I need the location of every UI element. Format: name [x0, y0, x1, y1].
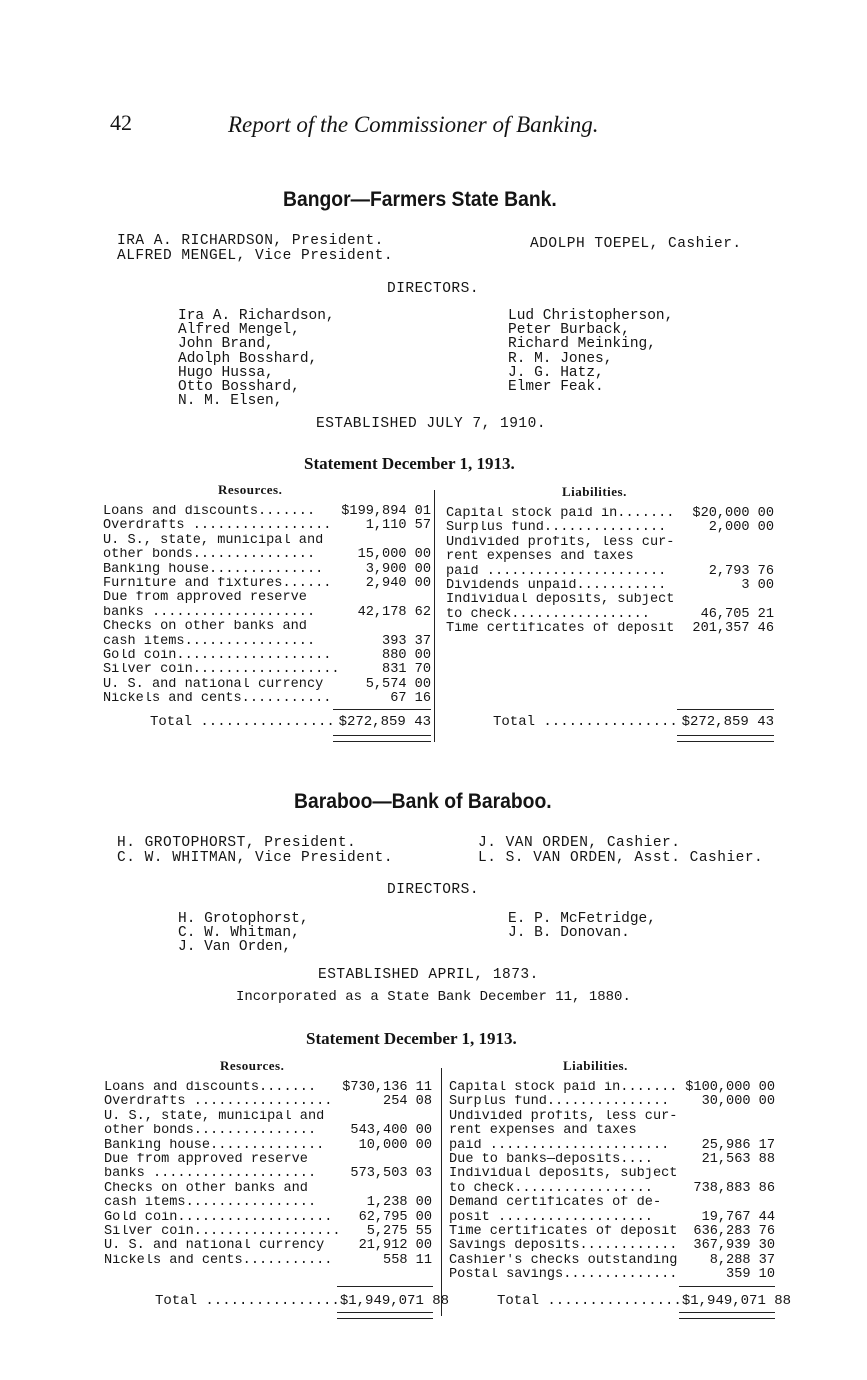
- resource-row: [104, 1081, 432, 1095]
- total-label: Total ................: [493, 714, 678, 730]
- item-value: 8,288 37: [709, 1252, 775, 1268]
- resource-row: [103, 635, 431, 649]
- director-name: Lud Christopherson,: [508, 308, 674, 324]
- resources-heading: Resources.: [220, 1058, 285, 1073]
- resource-row: [103, 548, 431, 562]
- director-name: J. B. Donovan.: [508, 925, 630, 942]
- item-label: Surplus fund...............: [449, 1095, 670, 1110]
- statement-heading: Statement December 1, 1913.: [306, 1029, 517, 1048]
- item-value: 5,574 00: [365, 676, 431, 692]
- director-name: Peter Burback,: [508, 322, 630, 339]
- item-label: Overdrafts .................: [103, 519, 332, 534]
- resource-row: [104, 1239, 432, 1253]
- running-title: Report of the Commissioner of Banking.: [228, 112, 599, 137]
- item-label: Gold coin...................: [103, 648, 332, 663]
- resource-row: [104, 1124, 432, 1138]
- liability-row: [449, 1139, 775, 1153]
- liability-row: [449, 1167, 775, 1181]
- established-line: ESTABLISHED APRIL, 1873.: [318, 967, 539, 983]
- resource-row: [103, 678, 431, 692]
- item-label: posit ...................: [449, 1210, 653, 1225]
- liability-row: [449, 1182, 775, 1196]
- officers-right: [478, 836, 763, 865]
- directors-heading: DIRECTORS.: [387, 882, 480, 898]
- resource-row: [103, 649, 431, 663]
- liabilities-list: [449, 1081, 775, 1282]
- item-value: [770, 536, 774, 550]
- item-value: 15,000 00: [357, 547, 431, 563]
- liability-row: [449, 1239, 775, 1253]
- directors-left: [178, 912, 309, 955]
- director-name: Ira A. Richardson,: [178, 308, 335, 324]
- resource-row: [104, 1167, 432, 1181]
- item-label: Individual deposits, subject: [449, 1167, 678, 1182]
- total-value: $272,859 43: [681, 714, 774, 730]
- item-value: $730,136 11: [342, 1080, 432, 1095]
- liability-row: [446, 593, 774, 607]
- item-value: [427, 534, 431, 548]
- officer-line: L. S. VAN ORDEN, Asst. Cashier.: [478, 849, 764, 866]
- item-label: banks ....................: [104, 1167, 317, 1182]
- resource-row: [103, 534, 431, 548]
- item-label: U. S. and national currency: [103, 677, 324, 692]
- item-value: 21,912 00: [358, 1238, 432, 1254]
- liability-row: [449, 1268, 775, 1282]
- total-label: Total ................: [497, 1293, 682, 1309]
- item-label: Individual deposits, subject: [446, 593, 675, 608]
- director-name: Adolph Bosshard,: [178, 350, 318, 367]
- officers-left: [117, 234, 393, 263]
- officer-line: ALFRED MENGEL, Vice President.: [117, 247, 394, 264]
- subtotal-rule: [679, 1286, 775, 1287]
- incorporated-line: Incorporated as a State Bank December 11, 1880.: [236, 989, 631, 1005]
- resource-row: [103, 620, 431, 634]
- item-value: $199,894 01: [341, 504, 431, 519]
- statement-heading: Statement December 1, 1913.: [304, 454, 515, 473]
- page-number: 42: [110, 110, 132, 135]
- item-label: Silver coin..................: [103, 663, 340, 678]
- item-value: 636,283 76: [693, 1223, 775, 1239]
- item-label: Undivided profits, less cur-: [446, 535, 675, 550]
- item-value: [771, 1124, 775, 1138]
- item-value: 67 16: [390, 691, 431, 707]
- item-value: [428, 1110, 432, 1124]
- bank-title: Baraboo—Bank of Baraboo.: [294, 790, 552, 813]
- liability-row: [449, 1196, 775, 1210]
- item-label: Due from approved reserve: [103, 591, 307, 606]
- item-value: 738,883 86: [693, 1180, 775, 1196]
- item-label: Time certificates of deposit: [446, 622, 675, 637]
- item-value: 558 11: [383, 1252, 432, 1268]
- item-value: 2,793 76: [708, 563, 774, 579]
- subtotal-rule: [337, 1286, 433, 1287]
- item-value: 1,238 00: [366, 1195, 432, 1211]
- director-name: C. W. Whitman,: [178, 925, 300, 942]
- item-label: other bonds...............: [104, 1124, 317, 1139]
- item-value: $20,000 00: [692, 506, 774, 521]
- liability-row: [446, 622, 774, 636]
- officer-line: J. VAN ORDEN, Cashier.: [478, 835, 681, 851]
- liability-row: [449, 1254, 775, 1268]
- item-label: Loans and discounts.......: [103, 505, 316, 519]
- officer-line: H. GROTOPHORST, President.: [117, 835, 357, 851]
- director-name: Hugo Hussa,: [178, 364, 274, 381]
- item-label: Overdrafts .................: [104, 1095, 333, 1110]
- resource-row: [103, 663, 431, 677]
- item-label: Undivided profits, less cur-: [449, 1109, 678, 1124]
- item-value: 831 70: [382, 662, 431, 678]
- item-value: 19,767 44: [701, 1209, 775, 1225]
- officers-right: [530, 236, 742, 252]
- liabilities-total-row: [493, 714, 774, 730]
- item-label: Furniture and fixtures......: [103, 576, 332, 591]
- item-label: U. S. and national currency: [104, 1239, 325, 1254]
- item-label: other bonds...............: [103, 548, 316, 563]
- item-label: Nickels and cents...........: [103, 692, 332, 707]
- liabilities-heading: Liabilities.: [563, 1058, 628, 1073]
- double-rule: [677, 735, 774, 742]
- item-value: 393 37: [382, 633, 431, 649]
- item-label: U. S., state, municipal and: [103, 533, 324, 548]
- item-label: Capital stock paid in.......: [446, 507, 675, 521]
- director-name: J. G. Hatz,: [508, 364, 604, 381]
- item-label: Due to banks—deposits....: [449, 1152, 653, 1167]
- directors-right: [508, 309, 673, 394]
- officers-left: [117, 836, 393, 865]
- established-line: ESTABLISHED JULY 7, 1910.: [316, 416, 547, 432]
- item-label: Savings deposits............: [449, 1239, 678, 1254]
- liability-row: [446, 565, 774, 579]
- director-name: Richard Meinking,: [508, 336, 656, 353]
- item-value: 25,986 17: [701, 1137, 775, 1153]
- director-name: Alfred Mengel,: [178, 322, 300, 339]
- item-label: Banking house..............: [103, 562, 324, 577]
- item-value: [770, 550, 774, 564]
- item-value: 254 08: [383, 1094, 432, 1110]
- double-rule: [679, 1312, 775, 1319]
- liability-row: [449, 1110, 775, 1124]
- resource-row: [103, 519, 431, 533]
- column-divider: [441, 1068, 442, 1316]
- item-value: 21,563 88: [701, 1151, 775, 1167]
- item-label: Silver coin..................: [104, 1224, 341, 1239]
- item-label: to check.................: [449, 1181, 653, 1196]
- director-name: Otto Bosshard,: [178, 379, 300, 396]
- item-value: 3,900 00: [365, 561, 431, 577]
- item-value: 10,000 00: [358, 1137, 432, 1153]
- item-label: rent expenses and taxes: [449, 1124, 637, 1139]
- resource-row: [104, 1139, 432, 1153]
- liability-row: [449, 1153, 775, 1167]
- item-value: 880 00: [382, 647, 431, 663]
- item-value: 1,110 57: [365, 518, 431, 534]
- item-value: 5,275 55: [366, 1223, 432, 1239]
- item-value: [770, 593, 774, 607]
- director-name: J. Van Orden,: [178, 939, 292, 956]
- item-label: cash items................: [103, 634, 316, 649]
- item-value: 2,000 00: [708, 520, 774, 536]
- resource-row: [104, 1196, 432, 1210]
- resource-row: [104, 1153, 432, 1167]
- liability-row: [449, 1211, 775, 1225]
- resource-row: [104, 1254, 432, 1268]
- resource-row: [104, 1225, 432, 1239]
- resource-row: [104, 1182, 432, 1196]
- item-value: 3 00: [741, 577, 774, 593]
- item-label: Loans and discounts.......: [104, 1081, 317, 1095]
- resource-row: [103, 591, 431, 605]
- total-value: $1,949,071 88: [339, 1293, 450, 1309]
- resources-heading: Resources.: [218, 482, 283, 497]
- item-value: 46,705 21: [700, 606, 774, 622]
- item-label: Nickels and cents...........: [104, 1253, 333, 1268]
- item-label: Time certificates of deposit: [449, 1224, 678, 1239]
- item-value: 359 10: [726, 1267, 775, 1283]
- liability-row: [446, 536, 774, 550]
- item-value: 62,795 00: [358, 1209, 432, 1225]
- item-value: 42,178 62: [357, 604, 431, 620]
- resources-list: [104, 1081, 432, 1268]
- item-label: Dividends unpaid...........: [446, 578, 667, 593]
- director-name: N. M. Elsen,: [178, 393, 283, 410]
- liabilities-heading: Liabilities.: [562, 484, 627, 499]
- total-label: Total ................: [150, 714, 335, 730]
- liability-row: [446, 608, 774, 622]
- item-value: 367,939 30: [693, 1238, 775, 1254]
- item-label: Cashier's checks outstanding: [449, 1253, 678, 1268]
- item-value: 30,000 00: [701, 1094, 775, 1110]
- item-value: 573,503 03: [350, 1166, 432, 1182]
- directors-right: [508, 912, 656, 940]
- item-label: Checks on other banks and: [103, 620, 307, 635]
- resource-row: [104, 1110, 432, 1124]
- item-label: to check.................: [446, 607, 650, 622]
- item-label: Gold coin...................: [104, 1210, 333, 1225]
- total-value: $1,949,071 88: [681, 1293, 792, 1309]
- director-name: R. M. Jones,: [508, 350, 613, 367]
- liability-row: [446, 579, 774, 593]
- officer-line: IRA A. RICHARDSON, President.: [117, 233, 384, 249]
- item-label: Capital stock paid in.......: [449, 1081, 678, 1095]
- item-label: rent expenses and taxes: [446, 550, 634, 565]
- resource-row: [104, 1095, 432, 1109]
- liability-row: [449, 1124, 775, 1138]
- director-name: John Brand,: [178, 336, 274, 353]
- item-value: [771, 1110, 775, 1124]
- total-value: $272,859 43: [338, 714, 431, 730]
- liability-row: [446, 550, 774, 564]
- item-value: [428, 1182, 432, 1196]
- item-label: Demand certificates of de-: [449, 1196, 662, 1211]
- item-value: 2,940 00: [365, 575, 431, 591]
- officer-line: C. W. WHITMAN, Vice President.: [117, 849, 394, 866]
- item-label: Banking house..............: [104, 1138, 325, 1153]
- liability-row: [449, 1225, 775, 1239]
- double-rule: [337, 1312, 433, 1319]
- directors-heading: DIRECTORS.: [387, 281, 480, 297]
- bank-title: Bangor—Farmers State Bank.: [283, 188, 557, 211]
- liability-row: [446, 507, 774, 521]
- item-value: [428, 1153, 432, 1167]
- resources-list: [103, 505, 431, 706]
- resources-total-row: [150, 714, 431, 730]
- item-label: banks ....................: [103, 605, 316, 620]
- director-name: Elmer Feak.: [508, 379, 604, 396]
- item-label: U. S., state, municipal and: [104, 1109, 325, 1124]
- item-label: paid ......................: [446, 564, 667, 579]
- item-label: Due from approved reserve: [104, 1152, 308, 1167]
- resource-row: [103, 606, 431, 620]
- item-label: cash items................: [104, 1196, 317, 1211]
- item-value: [427, 620, 431, 634]
- resource-row: [103, 577, 431, 591]
- subtotal-rule: [677, 709, 774, 710]
- total-label: Total ................: [155, 1293, 340, 1309]
- subtotal-rule: [333, 709, 431, 710]
- item-value: 201,357 46: [692, 621, 774, 637]
- resources-total-row: [155, 1293, 450, 1309]
- liabilities-list: [446, 507, 774, 637]
- double-rule: [333, 735, 431, 742]
- officer-line: ADOLPH TOEPEL, Cashier.: [530, 236, 742, 252]
- liability-row: [449, 1095, 775, 1109]
- director-name: H. Grotophorst,: [178, 911, 309, 927]
- item-value: 543,400 00: [350, 1123, 432, 1139]
- item-value: $100,000 00: [685, 1080, 775, 1095]
- liabilities-total-row: [497, 1293, 792, 1309]
- resource-row: [103, 505, 431, 519]
- column-divider: [434, 490, 435, 742]
- item-label: Postal savings..............: [449, 1268, 678, 1283]
- director-name: E. P. McFetridge,: [508, 911, 656, 927]
- item-label: paid ......................: [449, 1138, 670, 1153]
- liability-row: [446, 521, 774, 535]
- item-label: Checks on other banks and: [104, 1181, 308, 1196]
- item-label: Surplus fund...............: [446, 521, 667, 536]
- resource-row: [103, 692, 431, 706]
- resource-row: [104, 1211, 432, 1225]
- directors-left: [178, 309, 335, 408]
- resource-row: [103, 563, 431, 577]
- item-value: [771, 1196, 775, 1210]
- item-value: [427, 591, 431, 605]
- item-value: [771, 1167, 775, 1181]
- liability-row: [449, 1081, 775, 1095]
